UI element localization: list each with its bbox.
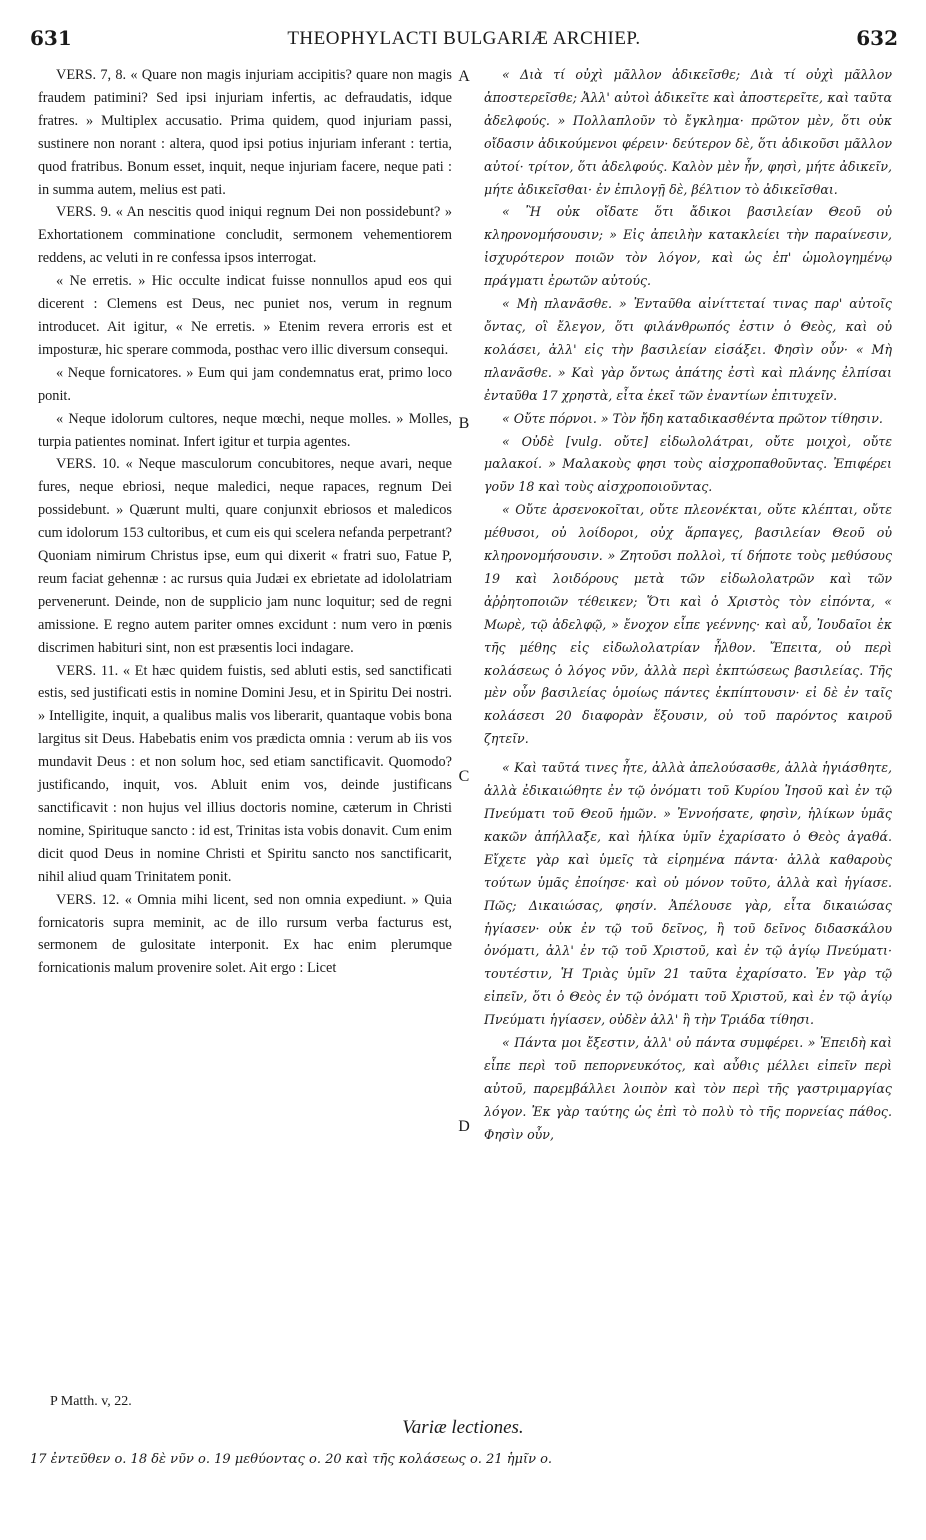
latin-paragraph: VERS. 12. « Omnia mihi licent, sed non omnia expediunt. » Quia fornicatoris supra meminit, ac de illo rursum verba facturus est, sermonem de gulositate interponit. Ex hac enim plerumque fornicationis malum provenire solet. Ait ergo : Licet [38,891,452,977]
page-number-left: 631 [30,26,72,50]
greek-paragraph: « Πάντα μοι ἔξεστιν, ἀλλ' οὐ πάντα συμφέρει. » Ἐπειδὴ καὶ εἶπε περὶ τοῦ πεπορνευκότος, καὶ αὖθις μέλλει εἰπεῖν περὶ αὐτοῦ, παρεμβάλλει λοιπὸν καὶ τὸν περὶ τῆς γαστριμαργίας λόγον. Ἐκ γὰρ ταύτης ὡς ἐπὶ τὸ πολὺ τὸ τῆς πορνείας πάθος. Φησὶν οὖν, [484,1035,892,1142]
greek-paragraph: « Ἢ οὐκ οἴδατε ὅτι ἄδικοι βασιλείαν Θεοῦ οὐ κληρονομήσουσιν; » Εἰς ἀπειλὴν κατακλείει τὴν παραίνεσιν, ἰσχυρότερον ποιῶν τὸν λόγον, καὶ ὡς ἐπ' ὡμολογημένῳ πράγματι ἐρωτῶν αὐτούς. [484,204,892,289]
greek-column [484,64,892,1147]
latin-paragraph: « Neque idolorum cultores, neque mœchi, neque molles. » Molles, turpia patientes nominat. Infert igitur et turpia agentes. [38,410,452,450]
greek-paragraph: « Οὐδὲ [vulg. οὔτε] εἰδωλολάτραι, οὔτε μοιχοὶ, οὔτε μαλακοί. » Μαλακοὺς φησι τοὺς αἰσχροπαθοῦντας. Ἐπιφέρει γοῦν 18 καὶ τοὺς αἰσχροποιοῦντας. [484,433,892,495]
latin-paragraph: « Neque fornicatores. » Eum qui jam condemnatus erat, primo loco ponit. [38,364,452,404]
margin-marker-b: B [458,415,470,432]
greek-paragraph: « Μὴ πλανᾶσθε. » Ἐνταῦθα αἰνίττεταί τινας παρ' αὐτοῖς ὄντας, οἳ ἔλεγον, ὅτι φιλάνθρωπός ἐστιν ὁ Θεὸς, καὶ οὐ κολάσει, ἀλλ' εἰς τὴν βασιλείαν εἰσάξει. Φησὶν οὖν· « Μὴ πλανᾶσθε. » Καὶ γὰρ ὄντως ἀπάτης ἐστὶ καὶ πλάνης ἐλπίσαι ἐνταῦθα 17 χρηστὰ, εἶτα ἐκεῖ τῶν ἐναντίων ἐπιτυχεῖν. [484,296,892,403]
page-header [30,26,898,52]
latin-paragraph: VERS. 10. « Neque masculorum concubitores, neque avari, neque fures, neque ebriosi, neque maledici, neque rapaces, regnum Dei possidebunt. » Quærunt multi, quare conjunxit ebriosos et maledicos cum idolorum 153 cultoribus, et cum eis qui scelera nefanda perpetrant? Quoniam nimirum Christus ipse, eum qui dixerit « fratri suo, Fatue P, reum faciat gehennæ : ac rursus quia Judæi ex ebrietate ad idololatriam pervenerunt. Deinde, non de supplicio jam nunc loquitur; sed de regni amissione. E regno autem pariter omnes excidunt : num vero in pœnis discrimen habituri sint, non est præsentis loci indagare. [38,456,452,656]
greek-paragraph: « Οὔτε πόρνοι. » Τὸν ἤδη καταδικασθέντα πρῶτον τίθησιν. [502,410,883,426]
footnote: P Matth. v, 22. [50,1394,132,1409]
greek-paragraph: « Καὶ ταῦτά τινες ἦτε, ἀλλὰ ἀπελούσασθε, ἀλλὰ ἡγιάσθητε, ἀλλὰ ἐδικαιώθητε ἐν τῷ ὀνόματι τοῦ Κυρίου Ἰησοῦ καὶ ἐν τῷ Πνεύματι τοῦ Θεοῦ ἡμῶν. » Ἐννοήσατε, φησὶν, ἡλίκων ὑμᾶς κακῶν ἀπήλλαξε, καὶ ἡλίκα ὑμῖν ἐχαρίσατο ὁ Θεὸς ἀγαθά. Εἴχετε γὰρ καὶ ὑμεῖς τὰ εἰρημένα πάντα· ἀλλὰ καθαροὺς τούτων ὑμᾶς ἐποίησε· καὶ οὐ μόνον τοῦτο, ἀλλὰ καὶ ἡγίασε. Πῶς; Δικαιώσας, φησίν. Ἀπέλουσε γὰρ, εἶτα δικαιώσας ἡγίασεν· οὐκ ἐν τῷ τοῦ δεῖνος, ἢ τοῦ δεῖνος διδασκάλου ὀνόματι, ἀλλ' ἐν τῷ τοῦ Χριστοῦ, καὶ ἐν τῷ ἁγίῳ Πνεύματι· τουτέστιν, Ἡ Τριὰς ὑμῖν 21 ταῦτα ἐχαρίσατο. Ἐν γὰρ τῷ εἰπεῖν, ὅτι ὁ Θεὸς ἐν τῷ ὀνόματι τοῦ Χριστοῦ, καὶ ἐν τῷ ἁγίῳ Πνεύματι ἡγίασεν, οὐδὲν ἀλλ' ἢ τὴν Τριάδα τίθησι. [484,760,892,1028]
margin-marker-c: C [458,768,470,785]
variae-lectiones-title: Variæ lectiones. [402,1417,524,1438]
margin-marker-d: D [458,1118,470,1135]
greek-paragraph: « Διὰ τί οὐχὶ μᾶλλον ἀδικεῖσθε; Διὰ τί οὐχὶ μᾶλλον ἀποστερεῖσθε; Ἀλλ' αὐτοὶ ἀδικεῖτε καὶ ἀποστερεῖτε, καὶ ταῦτα ἀδελφούς. » Πολλαπλοῦν τὸ ἔγκλημα· πρῶτον μὲν, ὅτι οὐκ οἴδασιν ἀδικούμενοι φέρειν· δεύτερον δὲ, ὅτι ἀδικοῦσι μᾶλλον αὐτοί· τρίτον, ὅτι ἀδελφούς. Καλὸν μὲν ἦν, φησὶ, μήτε ἀδικεῖν, μήτε ἀδικεῖσθαι· ἐν ἐπιλογῇ δὲ, βέλτιον τὸ ἀδικεῖσθαι. [484,67,892,197]
variae-lectiones: 17 ἐντεῦθεν ο. 18 δὲ νῦν ο. 19 μεθύοντας ο. 20 καὶ τῆς κολάσεως ο. 21 ἡμῖν ο. [30,1452,553,1467]
running-title: THEOPHYLACTI BULGARIÆ ARCHIEP. [287,28,641,49]
page-number-right: 632 [856,26,898,50]
greek-paragraph: « Οὔτε ἀρσενοκοῖται, οὔτε πλεονέκται, οὔτε κλέπται, οὔτε μέθυσοι, οὐ λοίδοροι, οὐχ ἅρπαγες, βασιλείαν Θεοῦ οὐ κληρονομήσουσιν. » Ζητοῦσι πολλοὶ, τί δήποτε τοὺς μεθύσους 19 καὶ λοιδόρους μετὰ τῶν εἰδωλολατρῶν καὶ τῶν ἀῤῥητοποιῶν τέθεικεν; Ὅτι καὶ ὁ Χριστὸς τὸν εἰπόντα, « Μωρὲ, τῷ ἀδελφῷ, » ἔνοχον εἶπε γεέννης· καὶ αὖ, Ἰουδαῖοι ἐκ τῆς μέθης εἰς εἰδωλολατρίαν ἦλθον. Ἔπειτα, οὐ περὶ κολάσεως ὁ λόγος νῦν, ἀλλὰ περὶ ἐκπτώσεως βασιλείας. Τῆς μὲν οὖν βασιλείας ὁμοίως πάντες ἐκπίπτουσιν· εἰ δὲ ἐν ταῖς κολάσεσι 20 διαφορὰν ἕξουσιν, οὐ τοῦ παρόντος καιροῦ ζητεῖν. [484,502,892,747]
margin-marker-a: A [458,68,470,85]
latin-paragraph: VERS. 7, 8. « Quare non magis injuriam accipitis? quare non magis fraudem patimini? Sed ipsi injuriam infertis, ac defraudatis, idque fratres. » Multiplex accusatio. Prima quidem, quod injuriam passi, sustinere non norant : altera, quod ipsi potius injuriam inferant : tertia, quod fratribus. Bonum esset, inquit, neque injuriam facere, neque pati : in summa autem, melius est pati. [38,67,452,198]
latin-paragraph: VERS. 11. « Et hæc quidem fuistis, sed abluti estis, sed sanctificati estis, sed justificati estis in nomine Domini Jesu, et in Spiritu Dei nostri. » Intelligite, inquit, a qualibus malis vos liberarit, quantaque vobis bona largitus sit Deus. Habebatis enim vos prædicta omnia : verum ab iis vos mundavit Deus : et non solum hoc, sed etiam sanctificavit. Quomodo? justificando, inquit, vos. Abluit enim vos, deinde justificans sanctificavit : non hujus vel illius doctoris nomine, cæterum in Christi nomine, Spirituque sancto : id est, Trinitas ista vobis donavit. Cum enim dicit quod Deus in nomine Christi et Spiritu sancto nos sanctificarit, nihil aliud quam Trinitatem ponit. [38,662,452,885]
latin-column [38,64,452,980]
latin-paragraph: « Ne erretis. » Hic occulte indicat fuisse nonnullos apud eos qui dicerent : Clemens est Deus, nec puniet nos, verum in regnum introducet. Ait igitur, « Ne erretis. » Etenim revera erroris est et imposturæ, hic sperare commoda, posthac vero illic diversum consequi. [38,273,452,358]
latin-paragraph: VERS. 9. « An nescitis quod iniqui regnum Dei non possidebunt? » Exhortationem comminatione concludit, sermonem vehementiorem reddens, ac veluti in re confessa ipsos interrogat. [38,204,452,267]
